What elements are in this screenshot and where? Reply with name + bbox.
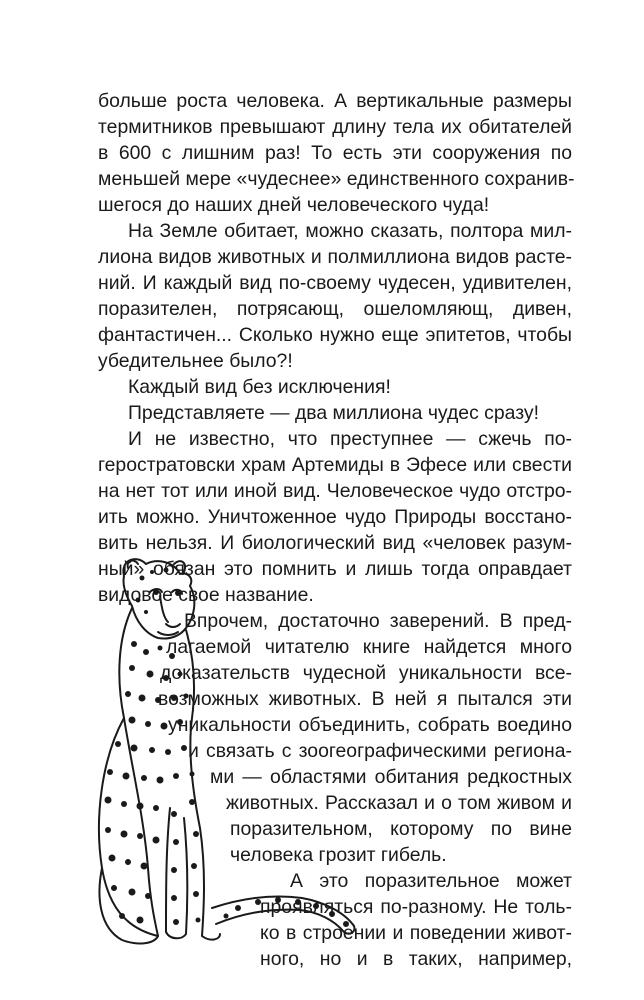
text-line: ить можно. Уничтоженное чудо Природы восстано- — [98, 506, 572, 528]
text-line: А это поразительное может — [290, 870, 572, 892]
text-line: больше роста человека. А вертикальные размеры — [98, 90, 572, 112]
text-line: шегося до наших дней человеческого чуда! — [98, 194, 490, 216]
text-line: животных. Рассказал и о том живом и — [226, 792, 572, 814]
text-line: в 600 с лишним раз! То есть эти сооружения по — [98, 142, 572, 164]
text-line: ного, но и в таких, например, — [260, 948, 572, 970]
text-line: поразительном, которому по вине — [230, 818, 572, 840]
text-line: Каждый вид без исключения! — [128, 376, 391, 398]
text-line: Впрочем, достаточно заверений. В пред- — [184, 610, 572, 632]
text-line: лагаемой читателю книге найдется много — [166, 636, 572, 658]
text-line: проявляться по-разному. Не толь- — [260, 896, 572, 918]
text-line: уникальности объединить, собрать воедино — [168, 714, 572, 736]
text-line: вить нельзя. И биологический вид «человек разум- — [98, 532, 572, 554]
text-line: И не известно, что преступнее — сжечь по- — [128, 428, 572, 450]
text-line: ко в строении и поведении живот- — [260, 922, 572, 944]
text-line: На Земле обитает, можно сказать, полтора мил- — [128, 220, 572, 242]
text-line: ми — областями обитания редкостных — [210, 766, 572, 788]
body-text — [98, 88, 575, 972]
text-line: Представляете — два миллиона чудес сразу! — [128, 402, 539, 424]
text-line: лиона видов животных и полмиллиона видов расте- — [98, 246, 572, 268]
text-line: поразителен, потрясающ, ошеломляющ, дивен, — [98, 298, 572, 320]
text-line: геростратовски храм Артемиды в Эфесе или свести — [98, 454, 572, 476]
text-line: термитников превышают длину тела их обитателей — [98, 116, 572, 138]
text-line: видовое свое название. — [98, 584, 314, 606]
text-line: меньшей мере «чудеснее» единственного сохранив- — [98, 168, 575, 190]
text-line: человека грозит гибель. — [230, 844, 447, 866]
text-line: ний. И каждый вид по-своему чудесен, удивителен, — [98, 272, 572, 294]
text-line: фантастичен... Сколько нужно еще эпитетов, чтобы — [98, 324, 572, 346]
text-line: и связать с зоогеографическими региона- — [188, 740, 572, 762]
text-line: возможных животных. В ней я пытался эти — [158, 688, 572, 710]
text-line: на нет тот или иной вид. Человеческое чудо отстро- — [98, 480, 572, 502]
text-line: ный» обязан это помнить и лишь тогда оправдает — [98, 558, 572, 580]
text-line: убедительнее было?! — [98, 350, 293, 372]
text-line: доказательств чудесной уникальности все- — [160, 662, 572, 684]
